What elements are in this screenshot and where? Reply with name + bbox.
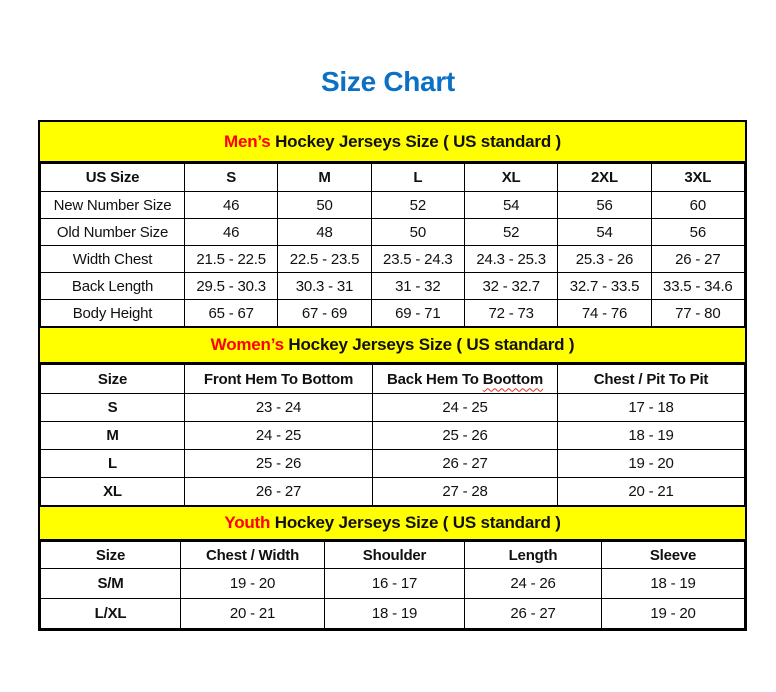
- cell: 54: [464, 192, 557, 219]
- mens-section-header: [40, 122, 745, 163]
- cell: 23 - 24: [185, 394, 373, 422]
- row-label: L/XL: [41, 599, 181, 629]
- table-row: [41, 300, 745, 327]
- page-title: Size Chart: [321, 66, 455, 97]
- womens-section-prefix: Women’s: [210, 335, 284, 354]
- cell: 20 - 21: [558, 478, 745, 506]
- womens-section-title: Hockey Jerseys Size ( US standard ): [288, 335, 575, 354]
- table-row: [41, 246, 745, 273]
- cell: 19 - 20: [181, 569, 325, 599]
- mens-size-table: [40, 163, 745, 327]
- cell: 50: [278, 192, 371, 219]
- column-header: Sleeve: [602, 542, 745, 569]
- cell: 46: [185, 219, 278, 246]
- cell: 26 - 27: [651, 246, 744, 273]
- cell: 60: [651, 192, 744, 219]
- cell: 31 - 32: [371, 273, 464, 300]
- cell: 48: [278, 219, 371, 246]
- cell: 32 - 32.7: [464, 273, 557, 300]
- womens-section-header: [40, 327, 745, 364]
- cell: 24 - 26: [465, 569, 602, 599]
- cell: 17 - 18: [558, 394, 745, 422]
- column-header: 2XL: [558, 164, 651, 192]
- cell: 52: [464, 219, 557, 246]
- column-header: Chest / Width: [181, 542, 325, 569]
- cell: 18 - 19: [602, 569, 745, 599]
- cell: 23.5 - 24.3: [371, 246, 464, 273]
- misspelled-word: Boottom: [482, 370, 543, 388]
- cell: 24 - 25: [185, 422, 373, 450]
- cell: 56: [651, 219, 744, 246]
- size-chart: [38, 120, 747, 631]
- row-label: L: [41, 450, 185, 478]
- cell: 26 - 27: [185, 478, 373, 506]
- cell: 18 - 19: [558, 422, 745, 450]
- cell: 24 - 25: [373, 394, 558, 422]
- youth-section-prefix: Youth: [224, 513, 271, 532]
- column-header: Front Hem To Bottom: [185, 365, 373, 394]
- cell: 20 - 21: [181, 599, 325, 629]
- youth-section-title: Hockey Jerseys Size ( US standard ): [274, 513, 561, 532]
- cell: 33.5 - 34.6: [651, 273, 744, 300]
- row-label: Back Length: [41, 273, 185, 300]
- cell: 19 - 20: [558, 450, 745, 478]
- youth-section-header: [40, 506, 745, 541]
- table-row: [41, 192, 745, 219]
- cell: 26 - 27: [373, 450, 558, 478]
- cell: 30.3 - 31: [278, 273, 371, 300]
- cell: 74 - 76: [558, 300, 651, 327]
- row-label: Body Height: [41, 300, 185, 327]
- cell: 65 - 67: [185, 300, 278, 327]
- column-header: Size: [41, 542, 181, 569]
- mens-section-prefix: Men’s: [223, 132, 271, 151]
- cell: 25 - 26: [185, 450, 373, 478]
- column-header: L: [371, 164, 464, 192]
- row-label: Width Chest: [41, 246, 185, 273]
- cell: 24.3 - 25.3: [464, 246, 557, 273]
- table-row: [41, 422, 745, 450]
- column-header-text: Back Hem To: [387, 370, 479, 388]
- cell: 18 - 19: [325, 599, 465, 629]
- cell: 52: [371, 192, 464, 219]
- column-header: US Size: [41, 164, 185, 192]
- column-header: XL: [464, 164, 557, 192]
- column-header: [373, 365, 558, 394]
- column-header: Size: [41, 365, 185, 394]
- row-label: New Number Size: [41, 192, 185, 219]
- column-header: Shoulder: [325, 542, 465, 569]
- column-header: S: [185, 164, 278, 192]
- row-label: Old Number Size: [41, 219, 185, 246]
- cell: 29.5 - 30.3: [185, 273, 278, 300]
- table-row: [41, 394, 745, 422]
- womens-size-table: [40, 364, 745, 506]
- cell: 46: [185, 192, 278, 219]
- cell: 32.7 - 33.5: [558, 273, 651, 300]
- table-row: [41, 569, 745, 599]
- cell: 67 - 69: [278, 300, 371, 327]
- table-row: [41, 219, 745, 246]
- cell: 50: [371, 219, 464, 246]
- table-row: [41, 273, 745, 300]
- row-label: S: [41, 394, 185, 422]
- cell: 26 - 27: [465, 599, 602, 629]
- column-header: M: [278, 164, 371, 192]
- cell: 21.5 - 22.5: [185, 246, 278, 273]
- row-label: M: [41, 422, 185, 450]
- row-label: S/M: [41, 569, 181, 599]
- cell: 25.3 - 26: [558, 246, 651, 273]
- youth-size-table: [40, 541, 745, 629]
- column-header: 3XL: [651, 164, 744, 192]
- table-row: [41, 599, 745, 629]
- cell: 25 - 26: [373, 422, 558, 450]
- mens-header-row: [41, 164, 745, 192]
- cell: 27 - 28: [373, 478, 558, 506]
- cell: 19 - 20: [602, 599, 745, 629]
- cell: 54: [558, 219, 651, 246]
- cell: 56: [558, 192, 651, 219]
- cell: 22.5 - 23.5: [278, 246, 371, 273]
- column-header: Length: [465, 542, 602, 569]
- youth-header-row: [41, 542, 745, 569]
- column-header: Chest / Pit To Pit: [558, 365, 745, 394]
- mens-section-title: Hockey Jerseys Size ( US standard ): [275, 132, 561, 151]
- womens-header-row: [41, 365, 745, 394]
- cell: 72 - 73: [464, 300, 557, 327]
- cell: 69 - 71: [371, 300, 464, 327]
- row-label: XL: [41, 478, 185, 506]
- table-row: [41, 450, 745, 478]
- cell: 16 - 17: [325, 569, 465, 599]
- table-row: [41, 478, 745, 506]
- cell: 77 - 80: [651, 300, 744, 327]
